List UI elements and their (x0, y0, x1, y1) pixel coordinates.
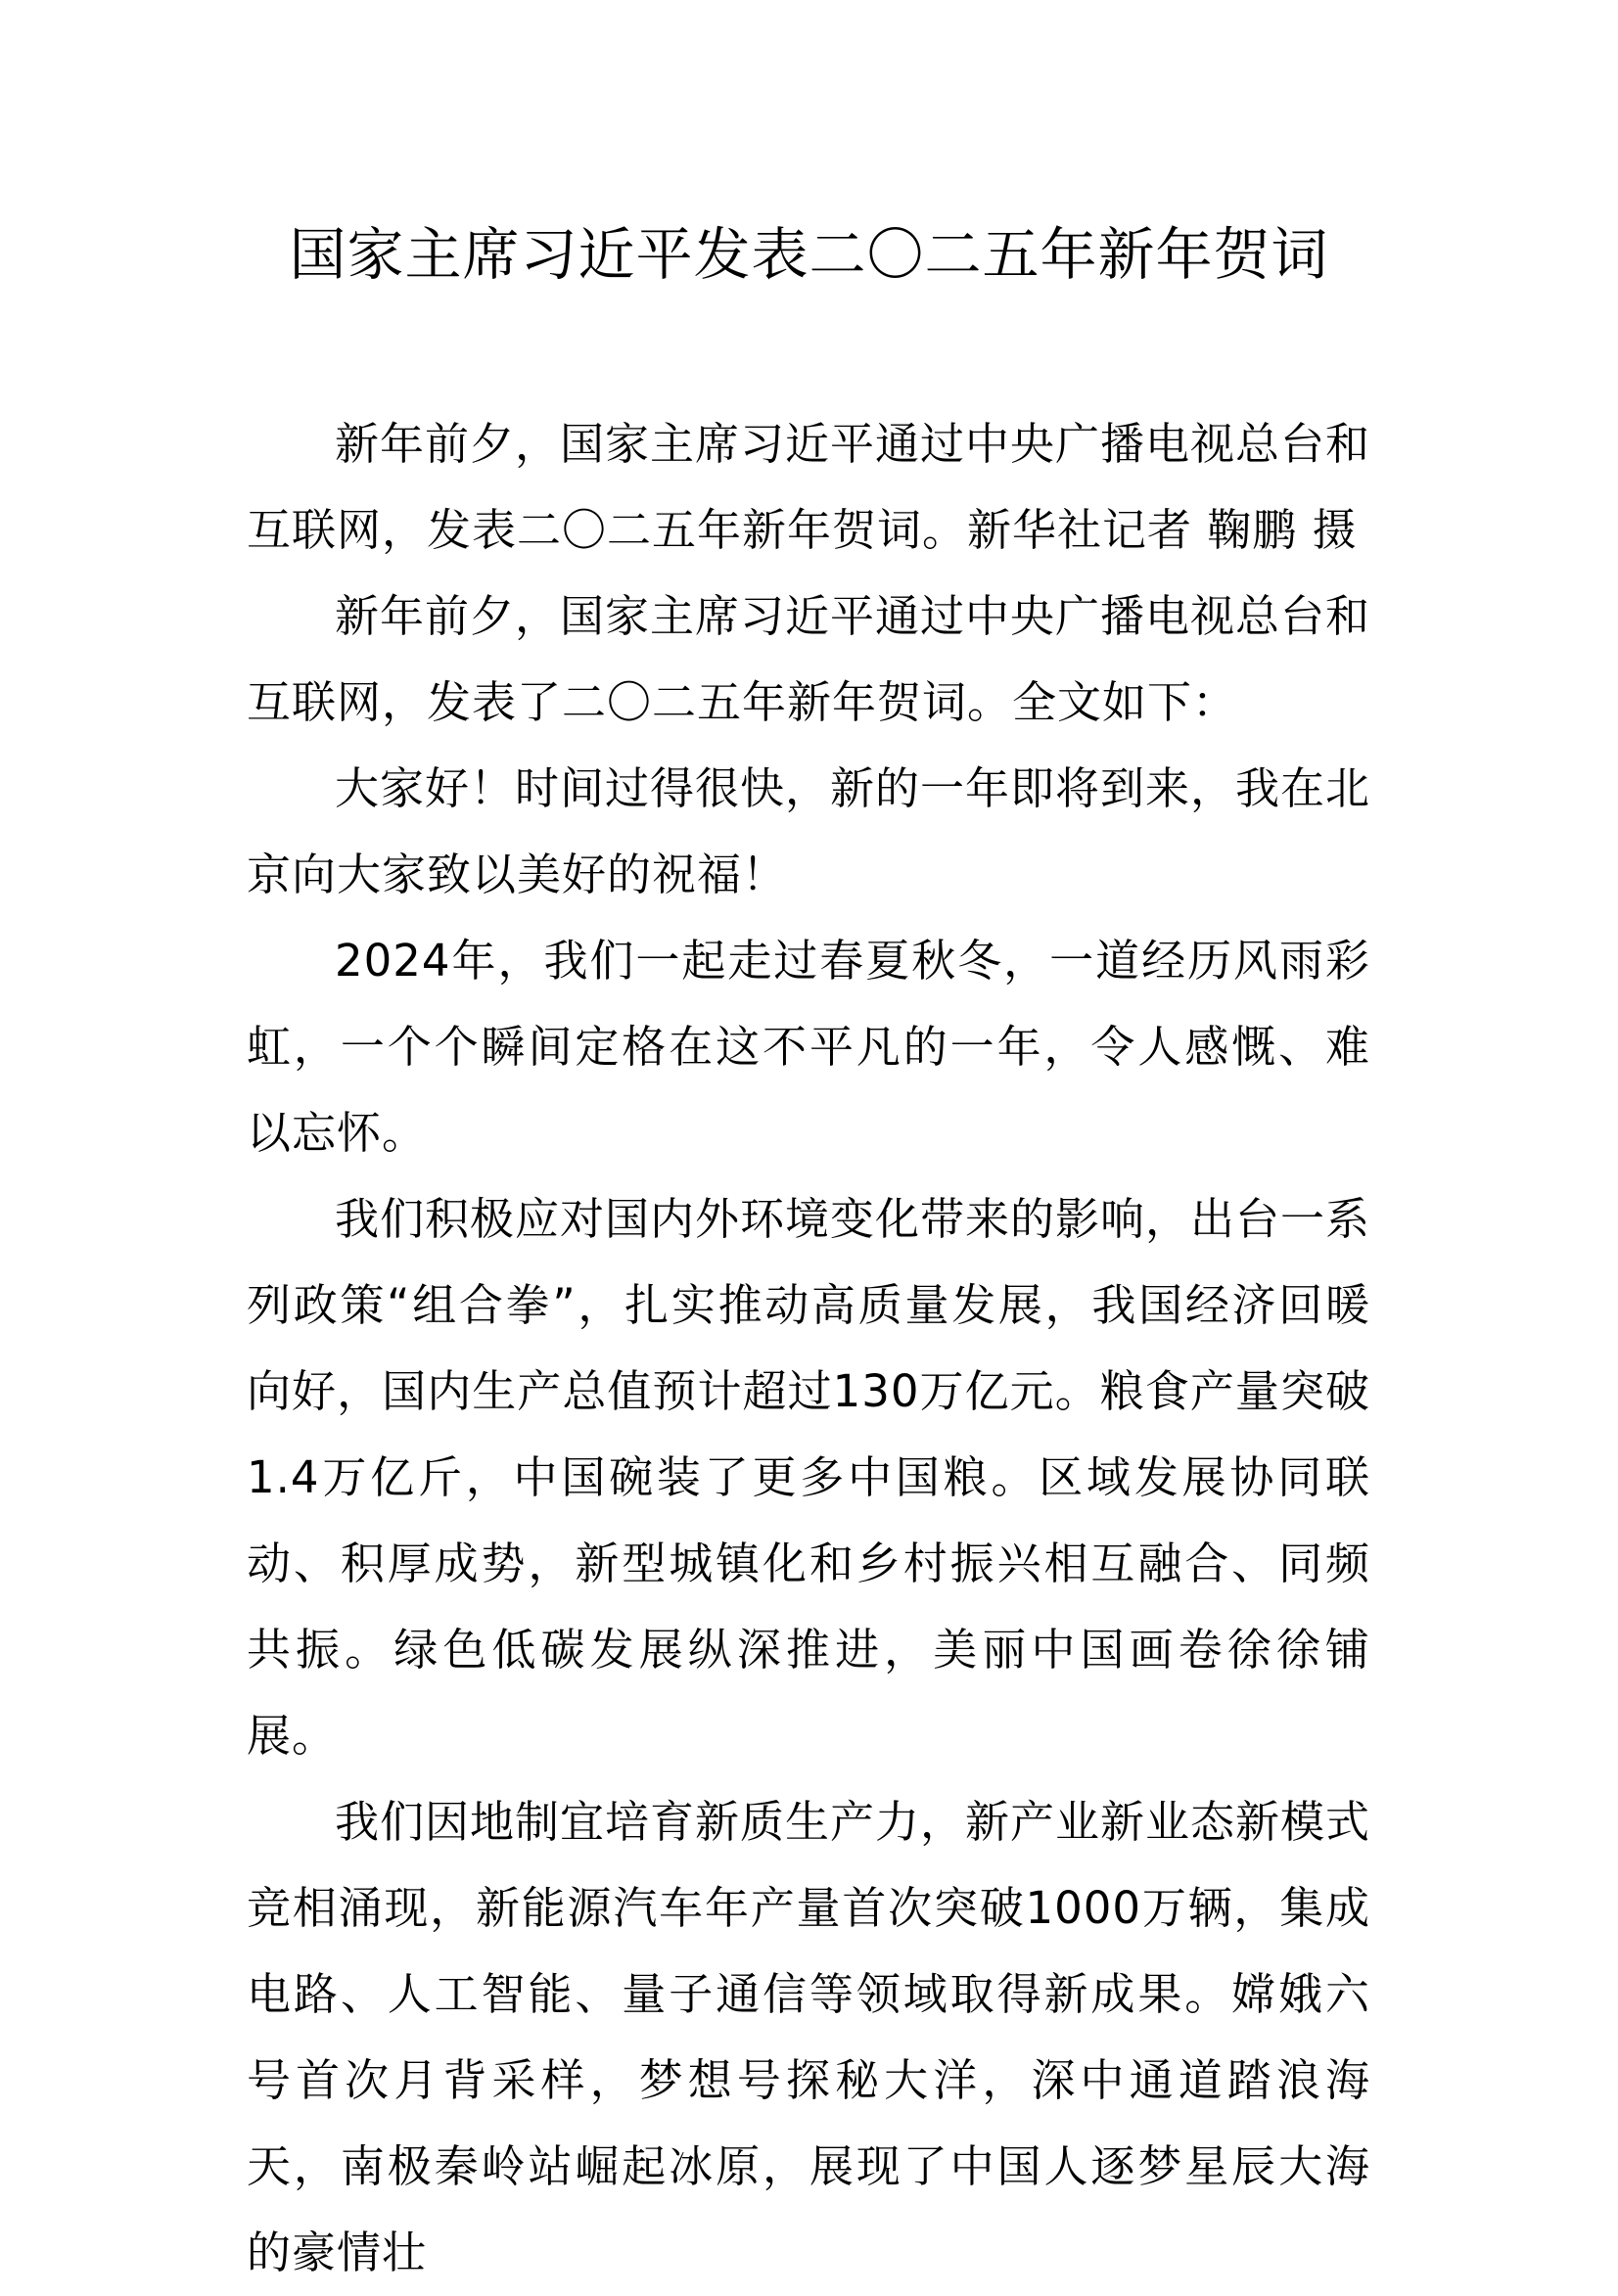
paragraph-greeting: 大家好！时间过得很快，新的一年即将到来，我在北京向大家致以美好的祝福！ (247, 762, 1371, 900)
paragraph-economy: 我们积极应对国内外环境变化带来的影响，出台一系列政策“组合拳”，扎实推动高质量发展，我国经济回暖向好，国内生产总值预计超过130万亿元。粮食产量突破1.4万亿斤，中国碗装了更多中国粮。区域发展协同联动、积厚成势，新型城镇化和乡村振兴相互融合、同频共振。绿色低碳发展纵深推进，美丽中国画卷徐徐铺展。 (247, 1193, 1371, 1762)
document-body (247, 401, 1370, 2296)
paragraph-innovation: 我们因地制宜培育新质生产力，新产业新业态新模式竞相涌现，新能源汽车年产量首次突破1000万辆，集成电路、人工智能、量子通信等领域取得新成果。嫦娥六号首次月背采样，梦想号探秘大洋，深中通道踏浪海天，南极秦岭站崛起冰原，展现了中国人逐梦星辰大海的豪情壮 (247, 1796, 1371, 2278)
paragraph-photo-caption: 新年前夕，国家主席习近平通过中央广播电视总台和互联网，发表二〇二五年新年贺词。新华社记者 鞠鹏 摄 (247, 418, 1371, 556)
document-title: 国家主席习近平发表二〇二五年新年贺词 (289, 221, 1329, 288)
paragraph-intro: 新年前夕，国家主席习近平通过中央广播电视总台和互联网，发表了二〇二五年新年贺词。全文如下： (247, 590, 1371, 728)
paragraph-year-review: 2024年，我们一起走过春夏秋冬，一道经历风雨彩虹，一个个瞬间定格在这不平凡的一年，令人感慨、难以忘怀。 (247, 935, 1370, 1159)
